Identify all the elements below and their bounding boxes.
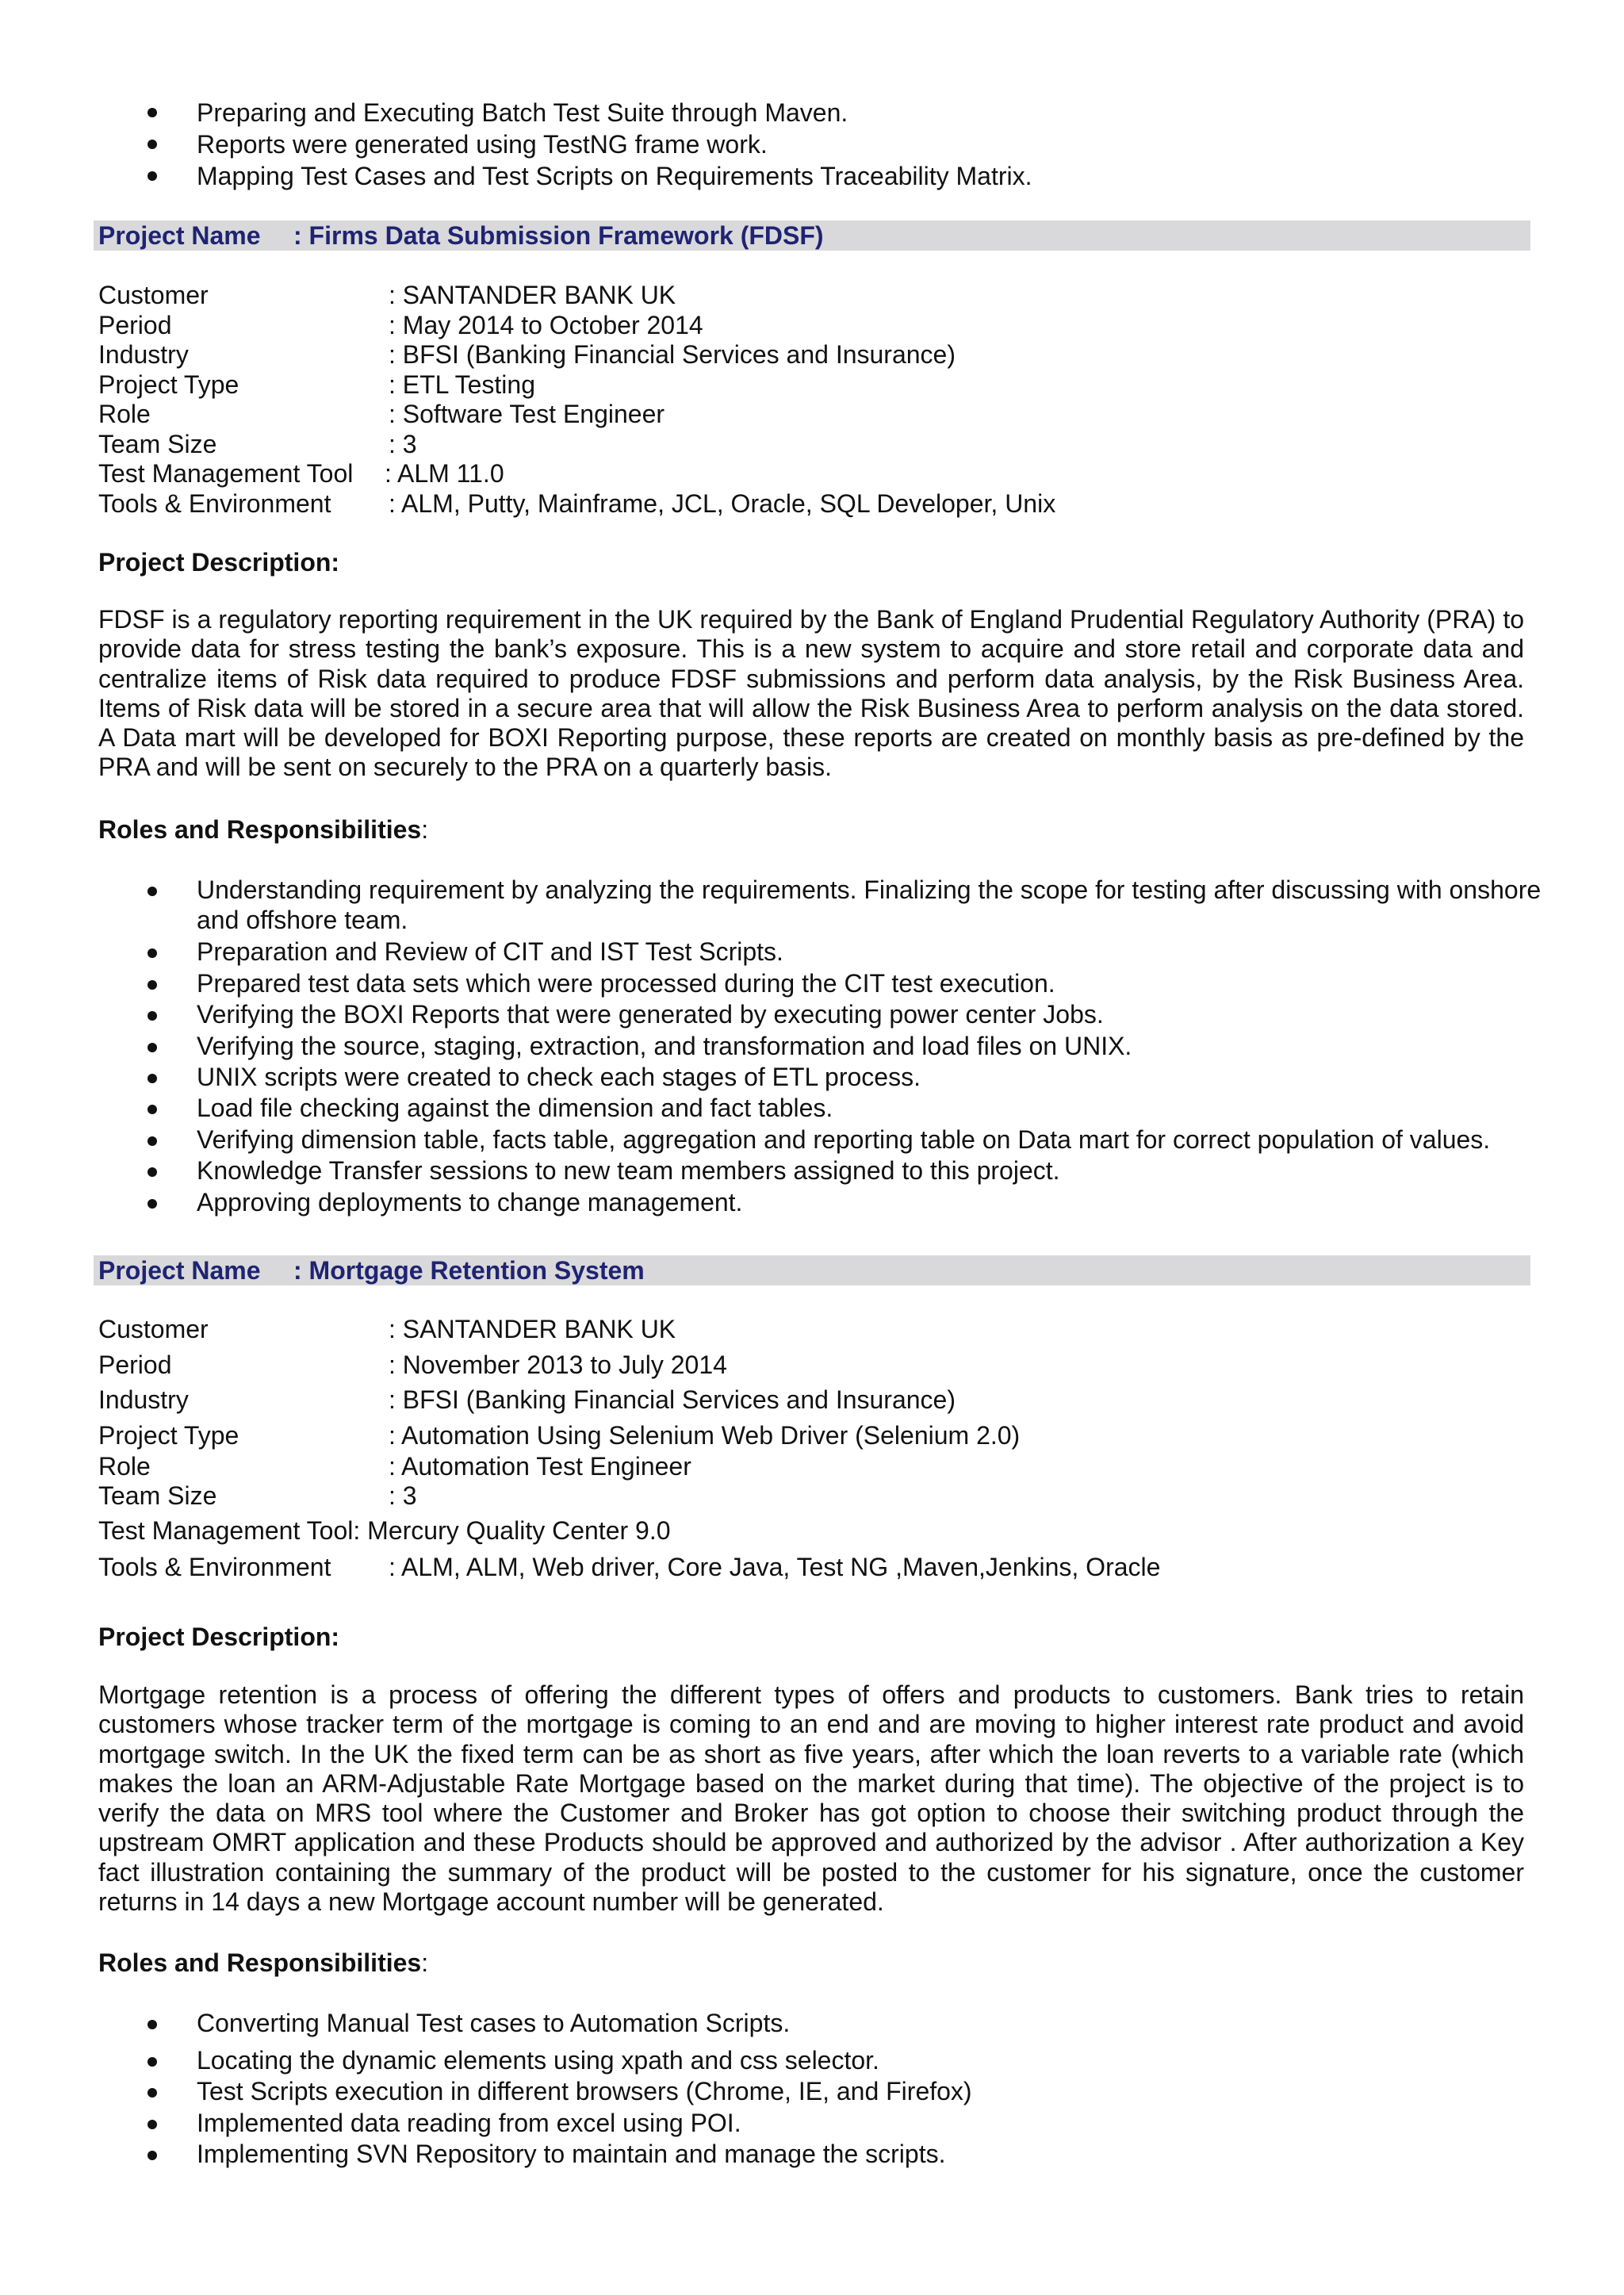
field-value: : ALM 11.0 [385,459,504,488]
bullet-dot [147,980,157,990]
field-label: Customer [98,1315,209,1343]
roles-colon: : [421,815,429,844]
bullet-dot [147,2057,157,2067]
bullet-text: Converting Manual Test cases to Automation Scripts. [197,2009,791,2037]
bullet-text: Prepared test data sets which were processed during the CIT test execution. [197,969,1055,998]
field-value: : November 2013 to July 2014 [389,1351,727,1379]
bullet-text: Reports were generated using TestNG frame work. [197,130,768,159]
bullet-dot [147,108,157,117]
bullet-text: Knowledge Transfer sessions to new team members assigned to this project. [197,1156,1060,1185]
field-value: : Automation Using Selenium Web Driver (Selenium 2.0) [389,1421,1021,1450]
bullet-text: Locating the dynamic elements using xpath and css selector. [197,2046,879,2075]
field-label: Role [98,400,151,428]
bullet-dot [147,1199,157,1209]
field-label: Team Size [98,1481,217,1510]
bullet-text: Mapping Test Cases and Test Scripts on Requirements Traceability Matrix. [197,162,1032,190]
field-label: Role [98,1452,151,1481]
bullet-text: Load file checking against the dimension and fact tables. [197,1094,833,1122]
project-name-value: : Mortgage Retention System [293,1256,645,1285]
project-name-label: Project Name [98,1256,261,1285]
bullet-text: Implementing SVN Repository to maintain and manage the scripts. [197,2140,946,2168]
field-label: Tools & Environment [98,489,331,518]
field-label: Tools & Environment [98,1553,331,1581]
field-value: : Software Test Engineer [389,400,665,428]
bullet-text: Preparing and Executing Batch Test Suite through Maven. [197,98,848,127]
project-description: Mortgage retention is a process of offering the different types of offers and products to customers. Bank tries to retain customers whose tracker term of the mortgage is coming to an end and are moving to higher interest rate product and avoid mortgage switch. In the UK the fixed term can be as short as five years, after which the loan reverts to a variable rate (which makes the loan an ARM-Adjustable Rate Mortgage based on the market during that time). The objective of the project is to verify the data on MRS tool where the Customer and Broker has got option to choose their switching product through the upstream OMRT application and these Products should be approved and authorized by the advisor . After authorization a Key fact illustration containing the summary of the product will be posted to the customer for his signature, once the customer returns in 14 days a new Mortgage account number will be generated. [98,1680,1524,1917]
tm-tool-line: Test Management Tool: Mercury Quality Center 9.0 [98,1516,671,1545]
field-label: Test Management Tool [98,459,354,488]
bullet-dot [147,887,157,896]
project-name-band [94,220,1530,251]
roles-heading: Roles and Responsibilities [98,1948,422,1977]
project-name-label: Project Name [98,221,261,250]
bullet-dot [147,1074,157,1083]
bullet-text: Test Scripts execution in different browsers (Chrome, IE, and Firefox) [197,2077,972,2105]
field-label: Period [98,1351,172,1379]
field-label: Customer [98,281,209,309]
field-value: : Automation Test Engineer [389,1452,691,1481]
bullet-dot [147,1011,157,1021]
bullet-dot [147,2088,157,2098]
bullet-text: Verifying the source, staging, extraction, and transformation and load files on UNIX. [197,1032,1132,1060]
bullet-dot [147,1043,157,1052]
bullet-dot [147,2120,157,2129]
bullet-text: Verifying dimension table, facts table, aggregation and reporting table on Data mart for correct population of values. [197,1125,1491,1154]
bullet-dot [147,171,157,181]
bullet-text: Verifying the BOXI Reports that were generated by executing power center Jobs. [197,1000,1104,1029]
section-heading [98,1948,428,1978]
bullet-text: Understanding requirement by analyzing the requirements. Finalizing the scope for testing after discussing with onshore and offshore team. [197,875,1542,934]
field-label: Project Type [98,370,239,399]
bullet-dot [147,1167,157,1177]
bullet-dot [147,1136,157,1146]
roles-colon: : [421,1948,429,1977]
field-value: : BFSI (Banking Financial Services and Insurance) [389,340,956,369]
bullet-dot [147,1105,157,1114]
field-value: : SANTANDER BANK UK [389,281,676,309]
field-label: Industry [98,1385,189,1414]
field-label: Project Type [98,1421,239,1450]
roles-heading: Roles and Responsibilities [98,815,422,844]
field-label: Period [98,311,172,339]
project-name-band [94,1255,1530,1285]
field-value: : ETL Testing [389,370,535,399]
bullet-text: UNIX scripts were created to check each stages of ETL process. [197,1063,921,1091]
bullet-dot [147,948,157,958]
field-value: : 3 [389,430,417,458]
bullet-text: Preparation and Review of CIT and IST Test Scripts. [197,937,783,966]
project-description: FDSF is a regulatory reporting requirement in the UK required by the Bank of England Prudential Regulatory Authority (PRA) to provide data for stress testing the bank’s exposure. This is a new system to acquire and store retail and corporate data and centralize items of Risk data required to produce FDSF submissions and perform data analysis, by the Risk Business Area. Items of Risk data will be stored in a secure area that will allow the Risk Business Area to perform analysis on the data stored. A Data mart will be developed for BOXI Reporting purpose, these reports are created on monthly basis as pre-defined by the PRA and will be sent on securely to the PRA on a quarterly basis. [98,605,1524,782]
field-value: : 3 [389,1481,417,1510]
field-value: : SANTANDER BANK UK [389,1315,676,1343]
bullet-text: Approving deployments to change management. [197,1188,743,1216]
field-value: : ALM, ALM, Web driver, Core Java, Test NG ,Maven,Jenkins, Oracle [389,1553,1161,1581]
field-label: Industry [98,340,189,369]
field-label: Team Size [98,430,217,458]
project-name-value: : Firms Data Submission Framework (FDSF) [293,221,824,250]
bullet-dot [147,2020,157,2029]
field-value: : ALM, Putty, Mainframe, JCL, Oracle, SQL Developer, Unix [389,489,1056,518]
section-heading [98,814,428,845]
section-heading: Project Description: [98,1623,340,1651]
bullet-text: Implemented data reading from excel using POI. [197,2109,741,2137]
field-value: : May 2014 to October 2014 [389,311,703,339]
bullet-dot [147,140,157,149]
section-heading: Project Description: [98,548,340,577]
bullet-dot [147,2151,157,2160]
field-value: : BFSI (Banking Financial Services and Insurance) [389,1385,956,1414]
